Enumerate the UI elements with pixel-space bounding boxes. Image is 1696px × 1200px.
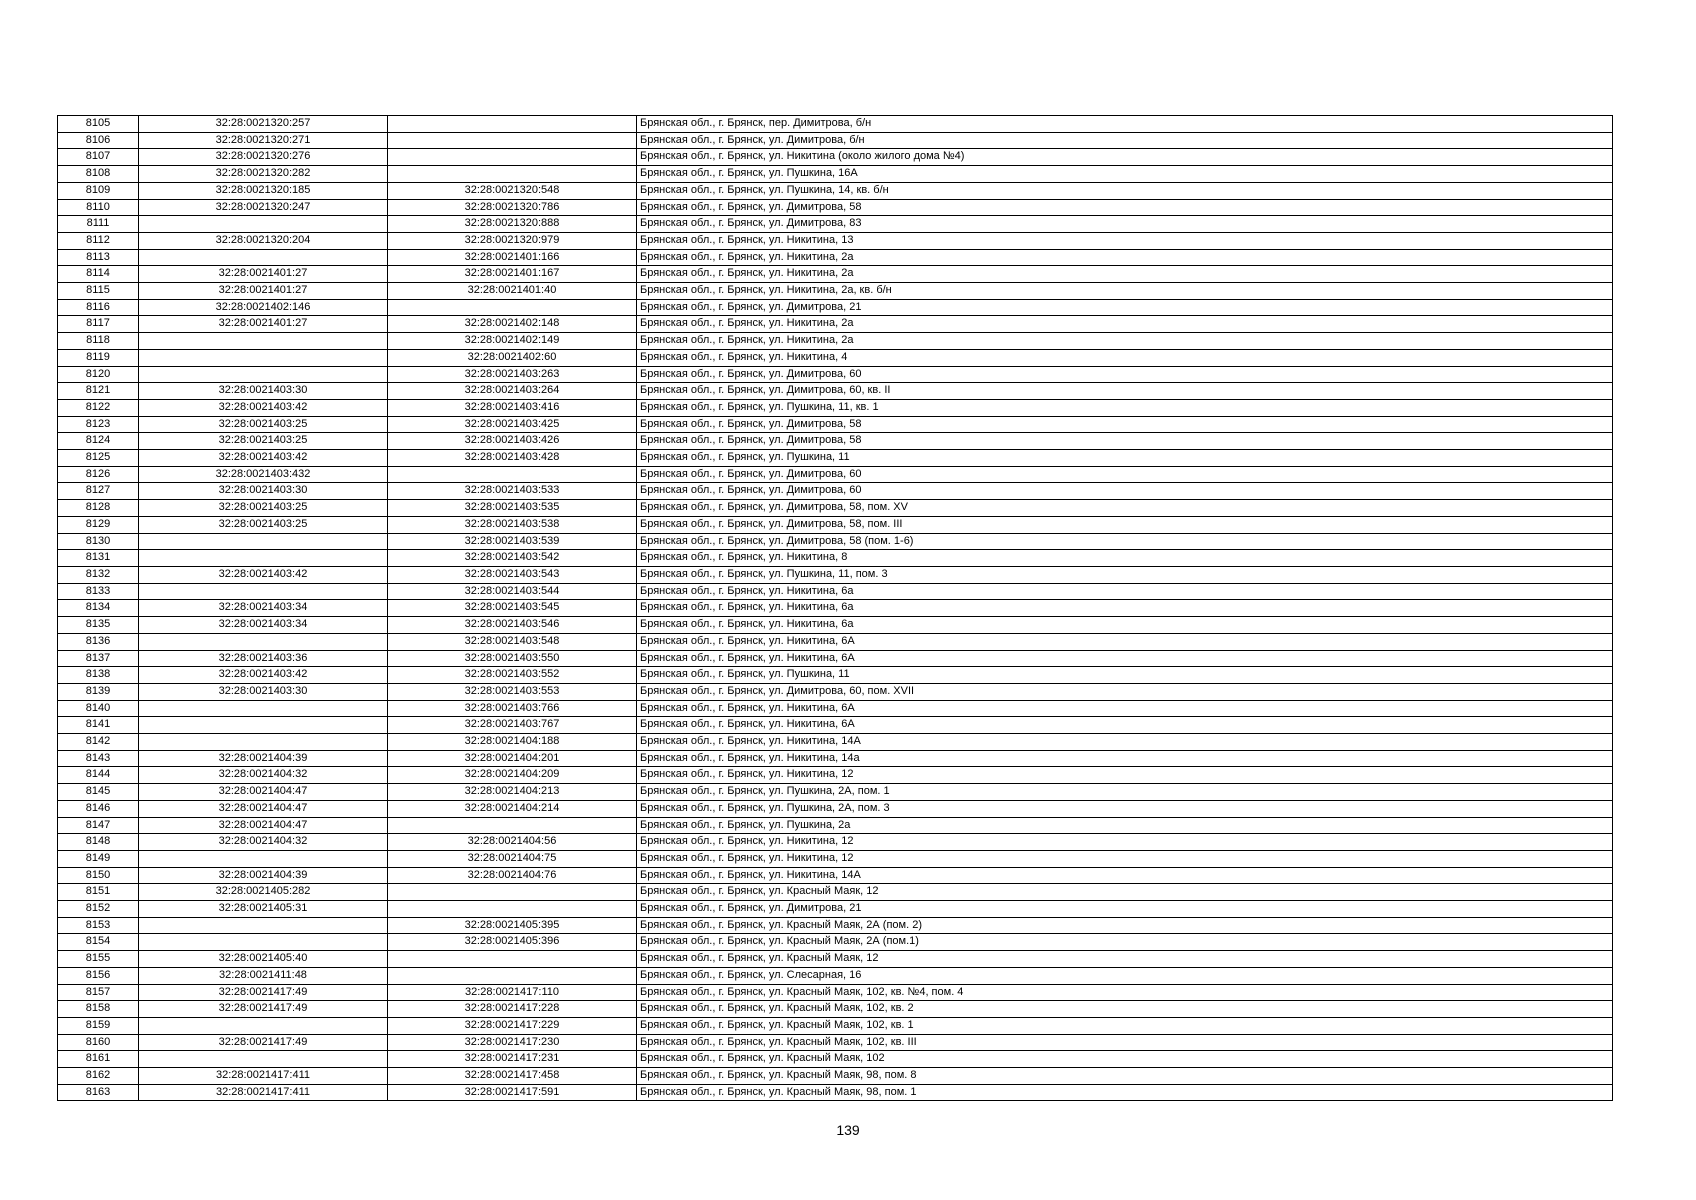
address-cell: Брянская обл., г. Брянск, ул. Никитина (около жилого дома №4) <box>637 149 1613 166</box>
related-cadastral-number-cell: 32:28:0021401:40 <box>388 283 637 300</box>
table-row <box>58 717 1613 734</box>
row-number-cell: 8122 <box>58 399 139 416</box>
related-cadastral-number-cell: 32:28:0021404:56 <box>388 834 637 851</box>
table-row <box>58 1068 1613 1085</box>
table-row <box>58 566 1613 583</box>
address-cell: Брянская обл., г. Брянск, ул. Димитрова, 21 <box>637 299 1613 316</box>
table-row <box>58 784 1613 801</box>
related-cadastral-number-cell: 32:28:0021403:544 <box>388 583 637 600</box>
cadastral-number-cell <box>139 934 388 951</box>
address-cell: Брянская обл., г. Брянск, ул. Пушкина, 16А <box>637 166 1613 183</box>
address-cell: Брянская обл., г. Брянск, ул. Пушкина, 11 <box>637 450 1613 467</box>
address-cell: Брянская обл., г. Брянск, ул. Никитина, 6а <box>637 600 1613 617</box>
related-cadastral-number-cell: 32:28:0021417:230 <box>388 1034 637 1051</box>
cadastral-number-cell <box>139 366 388 383</box>
cadastral-number-cell <box>139 700 388 717</box>
row-number-cell: 8158 <box>58 1001 139 1018</box>
cadastral-number-cell: 32:28:0021401:27 <box>139 283 388 300</box>
related-cadastral-number-cell: 32:28:0021403:535 <box>388 500 637 517</box>
cadastral-number-cell: 32:28:0021404:47 <box>139 800 388 817</box>
related-cadastral-number-cell <box>388 299 637 316</box>
related-cadastral-number-cell: 32:28:0021401:166 <box>388 249 637 266</box>
related-cadastral-number-cell <box>388 951 637 968</box>
address-cell: Брянская обл., г. Брянск, ул. Никитина, 2а <box>637 249 1613 266</box>
related-cadastral-number-cell: 32:28:0021417:229 <box>388 1017 637 1034</box>
address-cell: Брянская обл., г. Брянск, ул. Никитина, 2а <box>637 333 1613 350</box>
related-cadastral-number-cell: 32:28:0021417:591 <box>388 1084 637 1101</box>
cadastral-number-cell: 32:28:0021417:411 <box>139 1068 388 1085</box>
table-row <box>58 416 1613 433</box>
address-cell: Брянская обл., г. Брянск, ул. Красный Маяк, 102 <box>637 1051 1613 1068</box>
row-number-cell: 8113 <box>58 249 139 266</box>
related-cadastral-number-cell: 32:28:0021401:167 <box>388 266 637 283</box>
table-row <box>58 466 1613 483</box>
cadastral-number-cell <box>139 633 388 650</box>
table-row <box>58 817 1613 834</box>
row-number-cell: 8109 <box>58 182 139 199</box>
related-cadastral-number-cell: 32:28:0021403:546 <box>388 617 637 634</box>
address-cell: Брянская обл., г. Брянск, ул. Красный Маяк, 12 <box>637 951 1613 968</box>
row-number-cell: 8129 <box>58 516 139 533</box>
cadastral-number-cell <box>139 1051 388 1068</box>
row-number-cell: 8128 <box>58 500 139 517</box>
related-cadastral-number-cell <box>388 901 637 918</box>
related-cadastral-number-cell: 32:28:0021403:428 <box>388 450 637 467</box>
table-row <box>58 516 1613 533</box>
row-number-cell: 8116 <box>58 299 139 316</box>
related-cadastral-number-cell: 32:28:0021320:786 <box>388 199 637 216</box>
table-row <box>58 650 1613 667</box>
table-row <box>58 934 1613 951</box>
address-cell: Брянская обл., г. Брянск, ул. Димитрова, 58 <box>637 433 1613 450</box>
row-number-cell: 8136 <box>58 633 139 650</box>
cadastral-number-cell: 32:28:0021405:40 <box>139 951 388 968</box>
address-cell: Брянская обл., г. Брянск, ул. Никитина, 6а <box>637 617 1613 634</box>
cadastral-number-cell: 32:28:0021320:276 <box>139 149 388 166</box>
address-cell: Брянская обл., г. Брянск, ул. Димитрова, 60, кв. II <box>637 383 1613 400</box>
address-cell: Брянская обл., г. Брянск, ул. Никитина, 14А <box>637 734 1613 751</box>
related-cadastral-number-cell: 32:28:0021404:214 <box>388 800 637 817</box>
row-number-cell: 8120 <box>58 366 139 383</box>
row-number-cell: 8137 <box>58 650 139 667</box>
address-cell: Брянская обл., г. Брянск, ул. Красный Маяк, 102, кв. 2 <box>637 1001 1613 1018</box>
cadastral-number-cell: 32:28:0021405:282 <box>139 884 388 901</box>
address-cell: Брянская обл., г. Брянск, ул. Димитрова, 21 <box>637 901 1613 918</box>
cadastral-number-cell: 32:28:0021403:30 <box>139 383 388 400</box>
table-row <box>58 834 1613 851</box>
row-number-cell: 8155 <box>58 951 139 968</box>
address-cell: Брянская обл., г. Брянск, ул. Никитина, 2а <box>637 316 1613 333</box>
related-cadastral-number-cell: 32:28:0021404:75 <box>388 850 637 867</box>
address-cell: Брянская обл., г. Брянск, ул. Никитина, 2а <box>637 266 1613 283</box>
cadastral-number-cell <box>139 349 388 366</box>
table-row <box>58 550 1613 567</box>
cadastral-number-cell: 32:28:0021405:31 <box>139 901 388 918</box>
table-row <box>58 500 1613 517</box>
related-cadastral-number-cell: 32:28:0021404:201 <box>388 750 637 767</box>
related-cadastral-number-cell <box>388 132 637 149</box>
cadastral-number-cell: 32:28:0021403:25 <box>139 416 388 433</box>
related-cadastral-number-cell: 32:28:0021402:149 <box>388 333 637 350</box>
address-cell: Брянская обл., г. Брянск, ул. Димитрова, 60, пом. XVII <box>637 683 1613 700</box>
address-cell: Брянская обл., г. Брянск, ул. Димитрова, б/н <box>637 132 1613 149</box>
cadastral-number-cell: 32:28:0021417:49 <box>139 1034 388 1051</box>
address-cell: Брянская обл., г. Брянск, ул. Красный Маяк, 12 <box>637 884 1613 901</box>
row-number-cell: 8118 <box>58 333 139 350</box>
address-cell: Брянская обл., г. Брянск, ул. Никитина, 6А <box>637 650 1613 667</box>
table-row <box>58 232 1613 249</box>
page-number: 139 <box>836 1122 860 1138</box>
row-number-cell: 8106 <box>58 132 139 149</box>
table-row <box>58 199 1613 216</box>
row-number-cell: 8141 <box>58 717 139 734</box>
cadastral-number-cell: 32:28:0021402:146 <box>139 299 388 316</box>
cadastral-number-cell <box>139 333 388 350</box>
register-table-body <box>58 116 1613 1101</box>
table-row <box>58 1017 1613 1034</box>
table-row <box>58 734 1613 751</box>
table-row <box>58 984 1613 1001</box>
table-row <box>58 1034 1613 1051</box>
table-row <box>58 166 1613 183</box>
address-cell: Брянская обл., г. Брянск, ул. Пушкина, 11, кв. 1 <box>637 399 1613 416</box>
row-number-cell: 8117 <box>58 316 139 333</box>
related-cadastral-number-cell: 32:28:0021320:548 <box>388 182 637 199</box>
row-number-cell: 8149 <box>58 850 139 867</box>
cadastral-number-cell: 32:28:0021417:49 <box>139 984 388 1001</box>
address-cell: Брянская обл., г. Брянск, ул. Никитина, 6А <box>637 717 1613 734</box>
address-cell: Брянская обл., г. Брянск, ул. Димитрова, 58 (пом. 1-6) <box>637 533 1613 550</box>
row-number-cell: 8133 <box>58 583 139 600</box>
related-cadastral-number-cell: 32:28:0021402:148 <box>388 316 637 333</box>
cadastral-number-cell <box>139 550 388 567</box>
table-row <box>58 1051 1613 1068</box>
row-number-cell: 8157 <box>58 984 139 1001</box>
table-row <box>58 283 1613 300</box>
row-number-cell: 8135 <box>58 617 139 634</box>
row-number-cell: 8162 <box>58 1068 139 1085</box>
row-number-cell: 8131 <box>58 550 139 567</box>
related-cadastral-number-cell: 32:28:0021403:545 <box>388 600 637 617</box>
row-number-cell: 8121 <box>58 383 139 400</box>
address-cell: Брянская обл., г. Брянск, пер. Димитрова, б/н <box>637 116 1613 133</box>
address-cell: Брянская обл., г. Брянск, ул. Пушкина, 2А, пом. 3 <box>637 800 1613 817</box>
address-cell: Брянская обл., г. Брянск, ул. Пушкина, 2а <box>637 817 1613 834</box>
row-number-cell: 8139 <box>58 683 139 700</box>
cadastral-number-cell: 32:28:0021320:257 <box>139 116 388 133</box>
cadastral-number-cell: 32:28:0021404:39 <box>139 867 388 884</box>
row-number-cell: 8146 <box>58 800 139 817</box>
related-cadastral-number-cell: 32:28:0021403:426 <box>388 433 637 450</box>
cadastral-number-cell: 32:28:0021403:25 <box>139 433 388 450</box>
table-row <box>58 1001 1613 1018</box>
table-row <box>58 333 1613 350</box>
row-number-cell: 8107 <box>58 149 139 166</box>
cadastral-number-cell: 32:28:0021320:185 <box>139 182 388 199</box>
cadastral-number-cell: 32:28:0021320:271 <box>139 132 388 149</box>
table-row <box>58 316 1613 333</box>
table-row <box>58 149 1613 166</box>
related-cadastral-number-cell: 32:28:0021405:396 <box>388 934 637 951</box>
table-row <box>58 951 1613 968</box>
cadastral-number-cell <box>139 850 388 867</box>
address-cell: Брянская обл., г. Брянск, ул. Красный Маяк, 2А (пом. 2) <box>637 917 1613 934</box>
related-cadastral-number-cell: 32:28:0021417:458 <box>388 1068 637 1085</box>
related-cadastral-number-cell: 32:28:0021403:263 <box>388 366 637 383</box>
related-cadastral-number-cell: 32:28:0021403:543 <box>388 566 637 583</box>
cadastral-number-cell: 32:28:0021404:47 <box>139 817 388 834</box>
cadastral-number-cell: 32:28:0021403:42 <box>139 566 388 583</box>
related-cadastral-number-cell: 32:28:0021403:538 <box>388 516 637 533</box>
table-row <box>58 249 1613 266</box>
cadastral-number-cell: 32:28:0021417:411 <box>139 1084 388 1101</box>
cadastral-number-cell: 32:28:0021403:25 <box>139 516 388 533</box>
table-row <box>58 667 1613 684</box>
table-row <box>58 182 1613 199</box>
table-row <box>58 617 1613 634</box>
address-cell: Брянская обл., г. Брянск, ул. Никитина, 12 <box>637 850 1613 867</box>
row-number-cell: 8123 <box>58 416 139 433</box>
related-cadastral-number-cell: 32:28:0021403:264 <box>388 383 637 400</box>
address-cell: Брянская обл., г. Брянск, ул. Слесарная, 16 <box>637 967 1613 984</box>
address-cell: Брянская обл., г. Брянск, ул. Пушкина, 11, пом. 3 <box>637 566 1613 583</box>
address-cell: Брянская обл., г. Брянск, ул. Никитина, 6А <box>637 633 1613 650</box>
address-cell: Брянская обл., г. Брянск, ул. Никитина, 2а, кв. б/н <box>637 283 1613 300</box>
row-number-cell: 8119 <box>58 349 139 366</box>
row-number-cell: 8134 <box>58 600 139 617</box>
cadastral-number-cell: 32:28:0021404:39 <box>139 750 388 767</box>
address-cell: Брянская обл., г. Брянск, ул. Никитина, 6А <box>637 700 1613 717</box>
address-cell: Брянская обл., г. Брянск, ул. Пушкина, 11 <box>637 667 1613 684</box>
related-cadastral-number-cell: 32:28:0021403:766 <box>388 700 637 717</box>
table-row <box>58 967 1613 984</box>
cadastral-number-cell: 32:28:0021403:34 <box>139 617 388 634</box>
table-row <box>58 299 1613 316</box>
address-cell: Брянская обл., г. Брянск, ул. Никитина, 12 <box>637 834 1613 851</box>
table-row <box>58 383 1613 400</box>
related-cadastral-number-cell: 32:28:0021404:76 <box>388 867 637 884</box>
related-cadastral-number-cell: 32:28:0021403:548 <box>388 633 637 650</box>
table-row <box>58 800 1613 817</box>
address-cell: Брянская обл., г. Брянск, ул. Димитрова, 60 <box>637 483 1613 500</box>
related-cadastral-number-cell <box>388 149 637 166</box>
cadastral-number-cell <box>139 583 388 600</box>
row-number-cell: 8111 <box>58 216 139 233</box>
row-number-cell: 8108 <box>58 166 139 183</box>
cadastral-number-cell: 32:28:0021320:282 <box>139 166 388 183</box>
cadastral-number-cell <box>139 1017 388 1034</box>
row-number-cell: 8143 <box>58 750 139 767</box>
row-number-cell: 8130 <box>58 533 139 550</box>
related-cadastral-number-cell: 32:28:0021403:542 <box>388 550 637 567</box>
row-number-cell: 8161 <box>58 1051 139 1068</box>
related-cadastral-number-cell: 32:28:0021403:553 <box>388 683 637 700</box>
cadastral-number-cell <box>139 717 388 734</box>
cadastral-number-cell <box>139 734 388 751</box>
row-number-cell: 8114 <box>58 266 139 283</box>
row-number-cell: 8115 <box>58 283 139 300</box>
related-cadastral-number-cell: 32:28:0021403:425 <box>388 416 637 433</box>
cadastral-number-cell: 32:28:0021403:25 <box>139 500 388 517</box>
related-cadastral-number-cell <box>388 116 637 133</box>
table-row <box>58 600 1613 617</box>
address-cell: Брянская обл., г. Брянск, ул. Красный Маяк, 98, пом. 1 <box>637 1084 1613 1101</box>
cadastral-number-cell: 32:28:0021320:204 <box>139 232 388 249</box>
row-number-cell: 8156 <box>58 967 139 984</box>
cadastral-number-cell: 32:28:0021403:36 <box>139 650 388 667</box>
related-cadastral-number-cell: 32:28:0021404:213 <box>388 784 637 801</box>
row-number-cell: 8144 <box>58 767 139 784</box>
table-row <box>58 266 1613 283</box>
row-number-cell: 8126 <box>58 466 139 483</box>
table-row <box>58 750 1613 767</box>
row-number-cell: 8159 <box>58 1017 139 1034</box>
related-cadastral-number-cell: 32:28:0021403:550 <box>388 650 637 667</box>
related-cadastral-number-cell <box>388 166 637 183</box>
cadastral-number-cell: 32:28:0021403:42 <box>139 667 388 684</box>
address-cell: Брянская обл., г. Брянск, ул. Пушкина, 2А, пом. 1 <box>637 784 1613 801</box>
cadastral-number-cell: 32:28:0021403:432 <box>139 466 388 483</box>
address-cell: Брянская обл., г. Брянск, ул. Красный Маяк, 102, кв. III <box>637 1034 1613 1051</box>
table-row <box>58 867 1613 884</box>
row-number-cell: 8110 <box>58 199 139 216</box>
row-number-cell: 8125 <box>58 450 139 467</box>
cadastral-number-cell: 32:28:0021403:34 <box>139 600 388 617</box>
related-cadastral-number-cell: 32:28:0021403:416 <box>388 399 637 416</box>
table-row <box>58 533 1613 550</box>
table-row <box>58 700 1613 717</box>
related-cadastral-number-cell <box>388 466 637 483</box>
address-cell: Брянская обл., г. Брянск, ул. Красный Маяк, 102, кв. 1 <box>637 1017 1613 1034</box>
address-cell: Брянская обл., г. Брянск, ул. Красный Маяк, 2А (пом.1) <box>637 934 1613 951</box>
row-number-cell: 8142 <box>58 734 139 751</box>
row-number-cell: 8152 <box>58 901 139 918</box>
cadastral-number-cell <box>139 216 388 233</box>
address-cell: Брянская обл., г. Брянск, ул. Димитрова, 58, пом. III <box>637 516 1613 533</box>
related-cadastral-number-cell <box>388 884 637 901</box>
related-cadastral-number-cell: 32:28:0021403:767 <box>388 717 637 734</box>
related-cadastral-number-cell: 32:28:0021402:60 <box>388 349 637 366</box>
cadastral-number-cell: 32:28:0021411:48 <box>139 967 388 984</box>
related-cadastral-number-cell: 32:28:0021404:188 <box>388 734 637 751</box>
cadastral-number-cell <box>139 249 388 266</box>
row-number-cell: 8140 <box>58 700 139 717</box>
related-cadastral-number-cell: 32:28:0021417:231 <box>388 1051 637 1068</box>
address-cell: Брянская обл., г. Брянск, ул. Никитина, 13 <box>637 232 1613 249</box>
address-cell: Брянская обл., г. Брянск, ул. Никитина, 14А <box>637 867 1613 884</box>
address-cell: Брянская обл., г. Брянск, ул. Никитина, 6а <box>637 583 1613 600</box>
address-cell: Брянская обл., г. Брянск, ул. Димитрова, 60 <box>637 466 1613 483</box>
table-row <box>58 884 1613 901</box>
row-number-cell: 8124 <box>58 433 139 450</box>
related-cadastral-number-cell <box>388 817 637 834</box>
row-number-cell: 8148 <box>58 834 139 851</box>
address-cell: Брянская обл., г. Брянск, ул. Димитрова, 58 <box>637 416 1613 433</box>
related-cadastral-number-cell: 32:28:0021405:395 <box>388 917 637 934</box>
cadastral-number-cell <box>139 533 388 550</box>
table-row <box>58 349 1613 366</box>
table-row <box>58 683 1613 700</box>
row-number-cell: 8150 <box>58 867 139 884</box>
row-number-cell: 8127 <box>58 483 139 500</box>
table-row <box>58 583 1613 600</box>
row-number-cell: 8132 <box>58 566 139 583</box>
row-number-cell: 8151 <box>58 884 139 901</box>
address-cell: Брянская обл., г. Брянск, ул. Никитина, 8 <box>637 550 1613 567</box>
address-cell: Брянская обл., г. Брянск, ул. Никитина, 12 <box>637 767 1613 784</box>
row-number-cell: 8145 <box>58 784 139 801</box>
cadastral-number-cell: 32:28:0021404:47 <box>139 784 388 801</box>
cadastral-number-cell: 32:28:0021403:42 <box>139 399 388 416</box>
cadastral-number-cell: 32:28:0021401:27 <box>139 266 388 283</box>
address-cell: Брянская обл., г. Брянск, ул. Димитрова, 83 <box>637 216 1613 233</box>
table-row <box>58 850 1613 867</box>
row-number-cell: 8147 <box>58 817 139 834</box>
cadastral-number-cell: 32:28:0021320:247 <box>139 199 388 216</box>
cadastral-number-cell: 32:28:0021401:27 <box>139 316 388 333</box>
table-row <box>58 433 1613 450</box>
row-number-cell: 8153 <box>58 917 139 934</box>
table-row <box>58 901 1613 918</box>
address-cell: Брянская обл., г. Брянск, ул. Никитина, 4 <box>637 349 1613 366</box>
address-cell: Брянская обл., г. Брянск, ул. Красный Маяк, 98, пом. 8 <box>637 1068 1613 1085</box>
related-cadastral-number-cell: 32:28:0021403:533 <box>388 483 637 500</box>
table-row <box>58 399 1613 416</box>
cadastral-number-cell: 32:28:0021403:30 <box>139 683 388 700</box>
cadastral-number-cell: 32:28:0021404:32 <box>139 767 388 784</box>
related-cadastral-number-cell: 32:28:0021417:110 <box>388 984 637 1001</box>
related-cadastral-number-cell: 32:28:0021320:888 <box>388 216 637 233</box>
related-cadastral-number-cell: 32:28:0021417:228 <box>388 1001 637 1018</box>
row-number-cell: 8105 <box>58 116 139 133</box>
address-cell: Брянская обл., г. Брянск, ул. Пушкина, 14, кв. б/н <box>637 182 1613 199</box>
address-cell: Брянская обл., г. Брянск, ул. Димитрова, 58, пом. XV <box>637 500 1613 517</box>
table-row <box>58 767 1613 784</box>
cadastral-number-cell: 32:28:0021403:42 <box>139 450 388 467</box>
address-cell: Брянская обл., г. Брянск, ул. Никитина, 14а <box>637 750 1613 767</box>
row-number-cell: 8160 <box>58 1034 139 1051</box>
address-cell: Брянская обл., г. Брянск, ул. Красный Маяк, 102, кв. №4, пом. 4 <box>637 984 1613 1001</box>
table-row <box>58 116 1613 133</box>
table-row <box>58 1084 1613 1101</box>
address-cell: Брянская обл., г. Брянск, ул. Димитрова, 58 <box>637 199 1613 216</box>
table-row <box>58 216 1613 233</box>
register-table <box>57 115 1613 1101</box>
related-cadastral-number-cell <box>388 967 637 984</box>
cadastral-number-cell: 32:28:0021403:30 <box>139 483 388 500</box>
table-row <box>58 450 1613 467</box>
related-cadastral-number-cell: 32:28:0021403:539 <box>388 533 637 550</box>
related-cadastral-number-cell: 32:28:0021320:979 <box>388 232 637 249</box>
related-cadastral-number-cell: 32:28:0021403:552 <box>388 667 637 684</box>
table-row <box>58 917 1613 934</box>
row-number-cell: 8138 <box>58 667 139 684</box>
row-number-cell: 8112 <box>58 232 139 249</box>
row-number-cell: 8163 <box>58 1084 139 1101</box>
address-cell: Брянская обл., г. Брянск, ул. Димитрова, 60 <box>637 366 1613 383</box>
table-row <box>58 633 1613 650</box>
table-row <box>58 132 1613 149</box>
table-row <box>58 483 1613 500</box>
row-number-cell: 8154 <box>58 934 139 951</box>
table-row <box>58 366 1613 383</box>
cadastral-number-cell: 32:28:0021417:49 <box>139 1001 388 1018</box>
cadastral-number-cell: 32:28:0021404:32 <box>139 834 388 851</box>
related-cadastral-number-cell: 32:28:0021404:209 <box>388 767 637 784</box>
cadastral-number-cell <box>139 917 388 934</box>
